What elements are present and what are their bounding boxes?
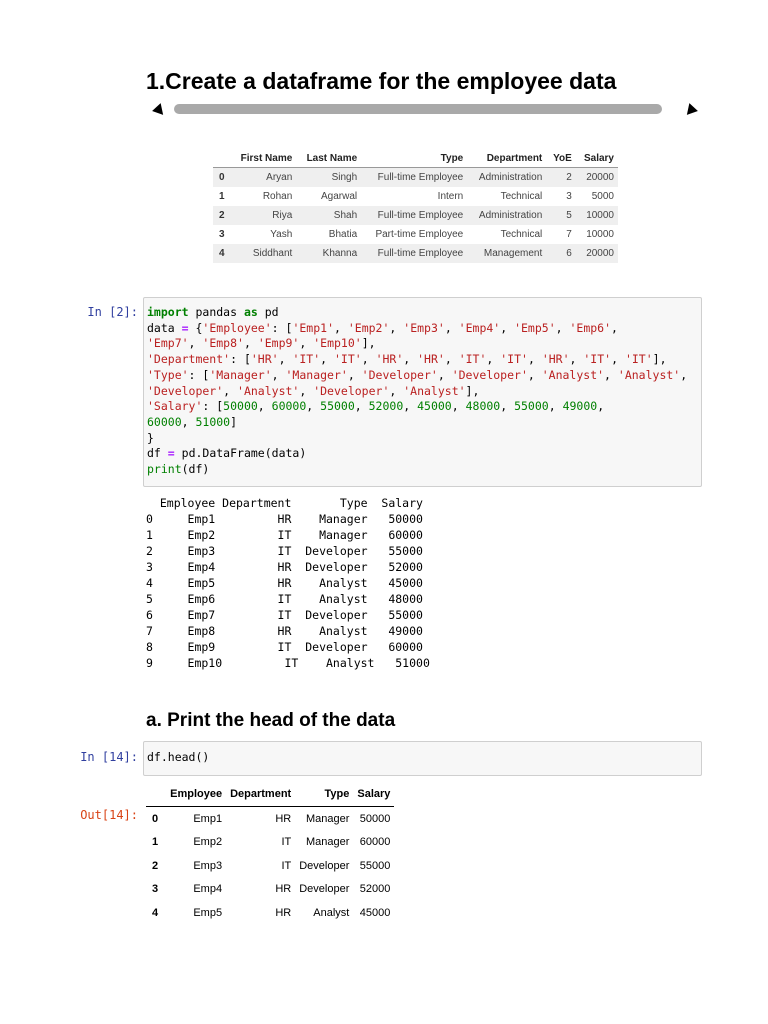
table-cell: 50000	[359, 812, 391, 825]
code-token: : [	[271, 320, 293, 335]
code-token: 'IT'	[624, 352, 653, 367]
code-token: : [	[202, 399, 224, 414]
table-row	[146, 854, 394, 878]
section-heading-create-dataframe: 1.Create a dataframe for the employee data	[146, 68, 617, 94]
code-token: 'HR'	[250, 352, 279, 367]
code-token: 'Developer'	[361, 367, 438, 382]
code-token: ,	[597, 399, 612, 414]
image-table-cell: Aryan	[266, 172, 293, 183]
code-token: ,	[500, 320, 515, 335]
code-token: ,	[306, 399, 321, 414]
code-token: ,	[486, 352, 501, 367]
image-table-cell: 1	[219, 191, 225, 202]
table-cell: 45000	[359, 906, 391, 919]
stdout-line: 9 Emp10 IT Analyst 51000	[146, 656, 430, 670]
image-table-cell: Technical	[500, 229, 543, 240]
image-table-cell: Singh	[331, 172, 358, 183]
code-token: ,	[527, 367, 542, 382]
code-token: 'IT'	[458, 352, 487, 367]
code-token: ,	[354, 399, 369, 414]
code-token: ,	[223, 383, 238, 398]
input-prompt: In [2]:	[87, 305, 138, 319]
table-row	[146, 807, 394, 831]
code-token: ,	[611, 320, 625, 335]
image-table-cell: 5000	[591, 191, 614, 202]
code-token: 'Analyst'	[541, 367, 605, 382]
code-token: =	[167, 446, 175, 461]
image-table-cell: Administration	[478, 210, 543, 221]
output-table-header: Salary	[353, 784, 394, 807]
code-token: 'Emp3'	[403, 320, 445, 335]
table-cell: Emp3	[193, 859, 223, 872]
table-cell: 2	[152, 859, 159, 872]
code-token: 'Developer'	[313, 383, 390, 398]
code-cell-df-head[interactable]	[143, 741, 702, 776]
code-token: 'HR'	[375, 352, 404, 367]
table-cell: Analyst	[313, 906, 350, 919]
code-token: 'Salary'	[147, 399, 203, 414]
image-table-header	[213, 150, 230, 168]
table-cell: Manager	[305, 836, 350, 849]
stdout-header: Employee Department Type Salary	[146, 496, 423, 510]
image-table-header: Salary	[576, 150, 618, 168]
code-token: df	[147, 446, 168, 461]
image-table-cell: Khanna	[322, 248, 358, 259]
stdout-line: 3 Emp4 HR Developer 52000	[146, 560, 423, 574]
code-token: ,	[451, 399, 466, 414]
image-table-cell: 20000	[586, 248, 614, 259]
scroll-left-arrow-icon[interactable]	[151, 103, 163, 117]
image-table-cell: Full-time Employee	[377, 172, 464, 183]
image-table-cell: 4	[219, 248, 225, 259]
code-token: ,	[437, 367, 452, 382]
output-table-header-row	[146, 784, 394, 807]
code-token: 'HR'	[417, 352, 445, 367]
code-token: 'HR'	[541, 352, 570, 367]
image-table-cell: 7	[566, 229, 572, 240]
code-token: 50000	[223, 399, 258, 414]
head-output-table	[146, 784, 394, 925]
code-token: 'IT'	[583, 352, 612, 367]
code-token: ,	[389, 320, 404, 335]
code-token: ,	[604, 367, 618, 382]
image-table-cell: Riya	[272, 210, 293, 221]
code-token: 'Emp7'	[147, 336, 189, 351]
code-token: 'Emp1'	[292, 320, 334, 335]
stdout-line: 4 Emp5 HR Analyst 45000	[146, 576, 423, 590]
output-prompt: Out[14]:	[80, 808, 138, 822]
code-token: pd.DataFrame(data)	[174, 446, 307, 461]
code-token: 'Department'	[147, 352, 231, 367]
image-table-row	[213, 244, 618, 263]
code-token: }	[147, 430, 154, 445]
section-heading-print-head: a. Print the head of the data	[146, 710, 396, 731]
image-table-header: Department	[467, 150, 546, 168]
code-token: ,	[569, 352, 584, 367]
code-token: df.head()	[147, 750, 210, 764]
image-table-cell: Shah	[333, 210, 358, 221]
image-table-cell: Rohan	[262, 191, 293, 202]
code-token: as	[243, 305, 258, 319]
stdout-line: 2 Emp3 IT Developer 55000	[146, 544, 423, 558]
image-table-header-row	[213, 150, 618, 168]
table-cell: HR	[275, 883, 292, 896]
image-table-cell: Technical	[500, 191, 543, 202]
table-cell: 3	[152, 883, 159, 896]
output-table-header: Type	[295, 784, 353, 807]
code-token: print	[147, 462, 182, 477]
code-token: : [	[188, 367, 210, 382]
image-table-header: Type	[361, 150, 467, 168]
horizontal-scrollbar[interactable]	[152, 100, 702, 120]
scrollbar-thumb[interactable]	[174, 104, 662, 114]
code-token: 48000	[465, 399, 501, 414]
code-token: 'Manager'	[285, 367, 348, 382]
code-token: 'IT'	[334, 352, 362, 367]
code-token: ,	[299, 383, 314, 398]
output-table-header: Department	[226, 784, 295, 807]
table-cell: Developer	[299, 883, 350, 896]
code-token: ,	[361, 352, 376, 367]
code-token: 'Emp5'	[514, 320, 556, 335]
code-token: 60000	[147, 414, 182, 429]
stdout-line: 5 Emp6 IT Analyst 48000	[146, 592, 423, 606]
code-token: ,	[403, 399, 418, 414]
code-token: 'Analyst'	[403, 383, 466, 398]
table-cell: 1	[152, 836, 159, 849]
code-token: : [	[230, 352, 251, 367]
table-cell: Developer	[299, 859, 350, 872]
table-cell: IT	[281, 859, 292, 872]
table-cell: IT	[281, 836, 292, 849]
output-table-header	[146, 784, 166, 807]
code-token: 51000	[195, 414, 231, 429]
image-table-row	[213, 187, 618, 206]
image-table-cell: 3	[566, 191, 572, 202]
code-token: ,	[320, 352, 334, 367]
code-token: 'Employee'	[202, 320, 272, 335]
code-token: 'Emp8'	[202, 336, 244, 351]
image-table-header: YoE	[546, 150, 576, 168]
input-prompt: In [14]:	[80, 750, 138, 764]
image-table-cell: 6	[566, 248, 572, 259]
code-editor[interactable]	[144, 742, 701, 766]
code-token: ,	[334, 320, 348, 335]
code-token: ,	[444, 320, 459, 335]
code-token: 'Developer'	[451, 367, 528, 382]
image-table-row	[213, 168, 618, 188]
code-token: 'Emp9'	[257, 336, 300, 351]
code-editor[interactable]	[144, 298, 701, 478]
code-token: 45000	[417, 399, 452, 414]
code-token: 'Emp6'	[569, 320, 612, 335]
code-token: 'Type'	[147, 367, 189, 382]
image-table-cell: 20000	[586, 172, 614, 183]
image-table-cell: 5	[566, 210, 572, 221]
image-table-cell: Siddhant	[252, 248, 293, 259]
stdout-line: 7 Emp8 HR Analyst 49000	[146, 624, 423, 638]
code-token: ,	[500, 399, 515, 414]
image-table-header: Last Name	[296, 150, 361, 168]
code-token: ,	[548, 399, 563, 414]
code-token: ,	[243, 336, 258, 351]
code-token: 'IT'	[500, 352, 528, 367]
code-token: 52000	[368, 399, 404, 414]
code-token: ,	[527, 352, 542, 367]
image-table-header: First Name	[230, 150, 296, 168]
image-table-row	[213, 206, 618, 225]
code-cell-create-dataframe[interactable]	[143, 297, 702, 487]
image-table-cell: 3	[219, 229, 225, 240]
table-cell: 0	[152, 812, 159, 825]
code-token: ,	[188, 336, 203, 351]
code-token: 'Developer'	[147, 383, 224, 398]
image-table-cell: 10000	[586, 210, 614, 221]
table-cell: 55000	[359, 859, 391, 872]
code-token: ]	[230, 414, 238, 429]
code-token: 'Manager'	[209, 367, 272, 382]
code-token: ],	[465, 383, 480, 398]
image-table-cell: Bhatia	[328, 229, 358, 240]
code-token: ,	[555, 320, 570, 335]
table-cell: HR	[275, 906, 292, 919]
code-token: 'Emp10'	[313, 336, 362, 351]
table-row	[146, 901, 394, 925]
table-cell: Emp5	[193, 906, 223, 919]
output-table-header: Employee	[166, 784, 226, 807]
table-cell: Emp4	[193, 883, 223, 896]
table-cell: HR	[275, 812, 292, 825]
code-token: ],	[652, 352, 667, 367]
cell-stdout-output	[146, 495, 430, 671]
code-token: ,	[611, 352, 625, 367]
code-token: ],	[361, 336, 376, 351]
code-token: 49000	[562, 399, 598, 414]
table-cell: Manager	[305, 812, 350, 825]
image-table-cell: Intern	[437, 191, 464, 202]
image-table-cell: 0	[219, 172, 225, 183]
code-token: 'Emp4'	[458, 320, 501, 335]
image-table-cell: Full-time Employee	[377, 248, 464, 259]
table-cell: 4	[152, 906, 159, 919]
code-token: ,	[278, 352, 293, 367]
image-table-cell: Yash	[270, 229, 293, 240]
table-cell: 52000	[359, 883, 391, 896]
stdout-line: 8 Emp9 IT Developer 60000	[146, 640, 423, 654]
stdout-line: 1 Emp2 IT Manager 60000	[146, 528, 423, 542]
employee-image-table	[213, 150, 618, 263]
code-token: import	[147, 305, 189, 319]
scroll-right-arrow-icon[interactable]	[687, 103, 699, 117]
code-token: 60000	[271, 399, 307, 414]
code-token: {	[188, 320, 203, 335]
code-token: pandas	[188, 305, 244, 319]
code-token: ,	[271, 367, 286, 382]
code-token: ,	[403, 352, 418, 367]
code-token: =	[181, 320, 189, 335]
code-token: data	[147, 320, 182, 335]
code-token: (df)	[181, 462, 210, 477]
code-token: ,	[257, 399, 272, 414]
image-table-cell: Agarwal	[321, 191, 358, 202]
code-token: pd	[257, 305, 279, 319]
image-table-cell: Administration	[478, 172, 543, 183]
table-cell: 60000	[359, 836, 391, 849]
code-token: 55000	[514, 399, 549, 414]
stdout-line: 0 Emp1 HR Manager 50000	[146, 512, 423, 526]
code-token: ,	[444, 352, 459, 367]
code-token: 'Emp2'	[347, 320, 390, 335]
table-cell: Emp1	[193, 812, 223, 825]
code-token: 'IT'	[292, 352, 321, 367]
image-table-cell: 10000	[586, 229, 614, 240]
code-token: ,	[181, 414, 196, 429]
image-table-row	[213, 225, 618, 244]
image-table-cell: 2	[566, 172, 572, 183]
code-token: 'Analyst'	[617, 367, 681, 382]
table-row	[146, 878, 394, 902]
code-token: 55000	[320, 399, 355, 414]
image-table-cell: Management	[483, 248, 543, 259]
image-table-cell: Part-time Employee	[375, 229, 464, 240]
image-table-cell: 2	[219, 210, 225, 221]
code-token: ,	[299, 336, 314, 351]
code-token: ,	[680, 367, 695, 382]
stdout-line: 6 Emp7 IT Developer 55000	[146, 608, 423, 622]
table-cell: Emp2	[193, 836, 223, 849]
code-token: 'Analyst'	[237, 383, 300, 398]
code-token: ,	[389, 383, 404, 398]
image-table-cell: Full-time Employee	[377, 210, 464, 221]
code-token: ,	[347, 367, 362, 382]
table-row	[146, 831, 394, 855]
